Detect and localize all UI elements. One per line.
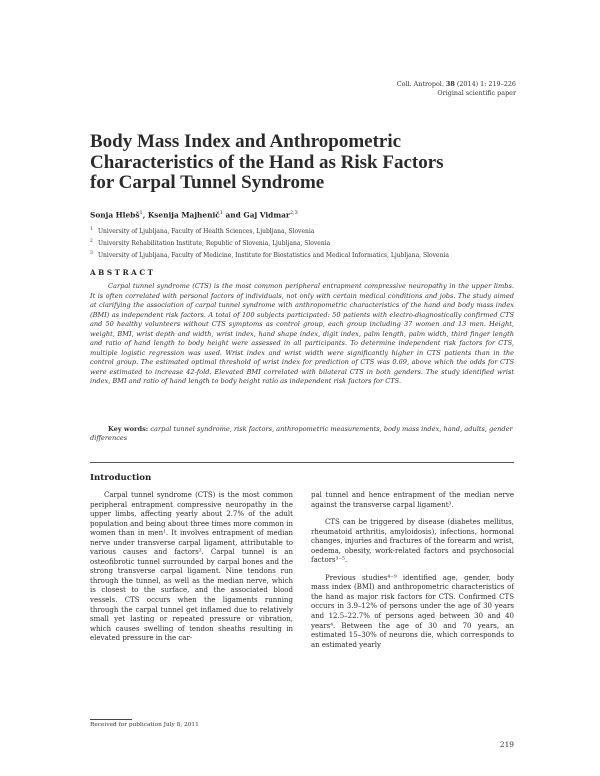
author-name: Gaj Vidmar — [243, 210, 290, 220]
affiliation-list — [90, 225, 449, 261]
author-affil-ref: 1 — [139, 210, 143, 216]
author-separator: , — [142, 210, 148, 220]
journal-volume: 38 — [445, 80, 455, 88]
affiliation — [90, 249, 449, 261]
title-line: Characteristics of the Hand as Risk Factors — [90, 151, 444, 173]
keywords-text: carpal tunnel syndrome, risk factors, anthropometric measurements, body mass index, hand, adults, gender differences — [90, 425, 513, 443]
body-paragraph: Previous studies⁴⁻⁹ identified age, gender, body mass index (BMI) and anthropometric characteristics of the hand as major risk factors for CTS. Confirmed CTS occurs in 3.9–12% of persons under the age of 30 years and 12.5–22.7% of persons aged between 30 and 40 years⁴. Between the age of 30 and 70 years, an estimated 15–30% of neurons die, which corresponds to an estimated yearly — [311, 573, 514, 649]
left-column — [90, 491, 293, 652]
author-affil-ref: 2,3 — [289, 210, 298, 216]
article-title — [90, 132, 510, 194]
author-list — [90, 210, 298, 219]
article-type: Original scientific paper — [437, 89, 516, 97]
keywords — [90, 425, 514, 444]
journal-citation — [397, 80, 516, 89]
affiliation-number: 1 — [90, 227, 93, 232]
affiliation — [90, 225, 449, 237]
affiliation — [90, 237, 449, 249]
right-column — [311, 491, 514, 658]
affiliation-text: University of Ljubljana, Faculty of Health Sciences, Ljubljana, Slovenia — [98, 228, 315, 235]
title-line: for Carpal Tunnel Syndrome — [90, 172, 325, 193]
affiliation-text: University of Ljubljana, Faculty of Medicine, Institute for Biostatistics and Medical Informatics, Ljubljana, Slovenia — [98, 252, 449, 259]
body-paragraph: Carpal tunnel syndrome (CTS) is the most common peripheral entrapment compressive neuropathy in the upper limbs, affecting yearly about 2.7% of the adult population and being about three times more common in women than in men¹. It involves entrapment of median nerve under transverse carpal ligament, attributable to various causes and factors². Carpal tunnel is an osteofibrotic tunnel surrounded by carpal bones and the strong transverse carpal ligament. Nine tendons run through the tunnel, as well as the median nerve, which is closest to the surface, and the associated blood vessels. CTS occurs when the ligaments running through the carpal tunnel get inflamed due to relatively small yet lasting or repeated pressure or vibration, which causes swelling of tendon sheaths resulting in elevated pressure in the car- — [90, 491, 293, 643]
title-line: Body Mass Index and Anthropometric — [90, 131, 402, 152]
received-footnote: Received for publication July 8, 2011 — [90, 722, 199, 728]
footnote-divider — [90, 719, 132, 720]
body-paragraph: pal tunnel and hence entrapment of the median nerve against the transverse carpal ligament³. — [311, 491, 514, 509]
body-paragraph: CTS can be triggered by disease (diabetes mellitus, rheumatoid arthritis, amyloidosis), infections, hormonal changes, injuries and fractures of the forearm and wrist, oedema, obesity, work-related factors and psychosocial factors³⁻⁵. — [311, 518, 514, 565]
author-affil-ref: 1 — [219, 210, 223, 216]
affiliation-number: 2 — [90, 239, 93, 244]
abstract-text: Carpal tunnel syndrome (CTS) is the most common peripheral entrapment compressive neuropathy in the upper limbs. It is often correlated with personal factors of individuals, not only with certain medical conditions and jobs. The study aimed at clarifying the association of carpal tunnel syndrome with anthropometric characteristics of the hand and body mass index (BMI) as independent risk factors. A total of 100 subjects participated: 50 patients with electro-diagnostically confirmed CTS and 50 healthy volunteers without CTS symptoms as control group, each group including 37 women and 13 men. Height, weight, BMI, wrist depth and width, wrist index, hand shape index, digit index, palm length, palm width, third finger length and ratio of hand length to body height were assessed in all participants. To determine independent risk factors for CTS, multiple logistic regression was used. Wrist index and wrist width were significantly higher in CTS patients than in the control group. The estimated optimal threshold of wrist index for prediction of CTS was 0.69, above which the odds for CTS were estimated to increase 42-fold. Elevated BMI correlated with bilateral CTS in both genders. The study identified wrist index, BMI and ratio of hand length to body height ratio as independent risk factors for CTS. — [90, 282, 514, 386]
abstract-heading: ABSTRACT — [90, 268, 156, 277]
introduction-heading: Introduction — [90, 473, 152, 483]
journal-pages: (2014) 1: 219–226 — [456, 80, 516, 88]
affiliation-text: University Rehabilitation Institute, Republic of Slovenia, Ljubljana, Slovenia — [98, 240, 331, 247]
affiliation-number: 3 — [90, 251, 93, 256]
keywords-label: Key words: — [108, 425, 149, 433]
author-separator: and — [222, 210, 244, 220]
journal-name: Coll. Antropol. — [396, 80, 444, 88]
author-name: Ksenija Majhenič — [147, 210, 220, 220]
page-number: 219 — [499, 740, 514, 749]
journal-header — [397, 80, 516, 98]
author-name: Sonja Hlebš — [90, 210, 140, 220]
section-divider — [90, 462, 514, 463]
